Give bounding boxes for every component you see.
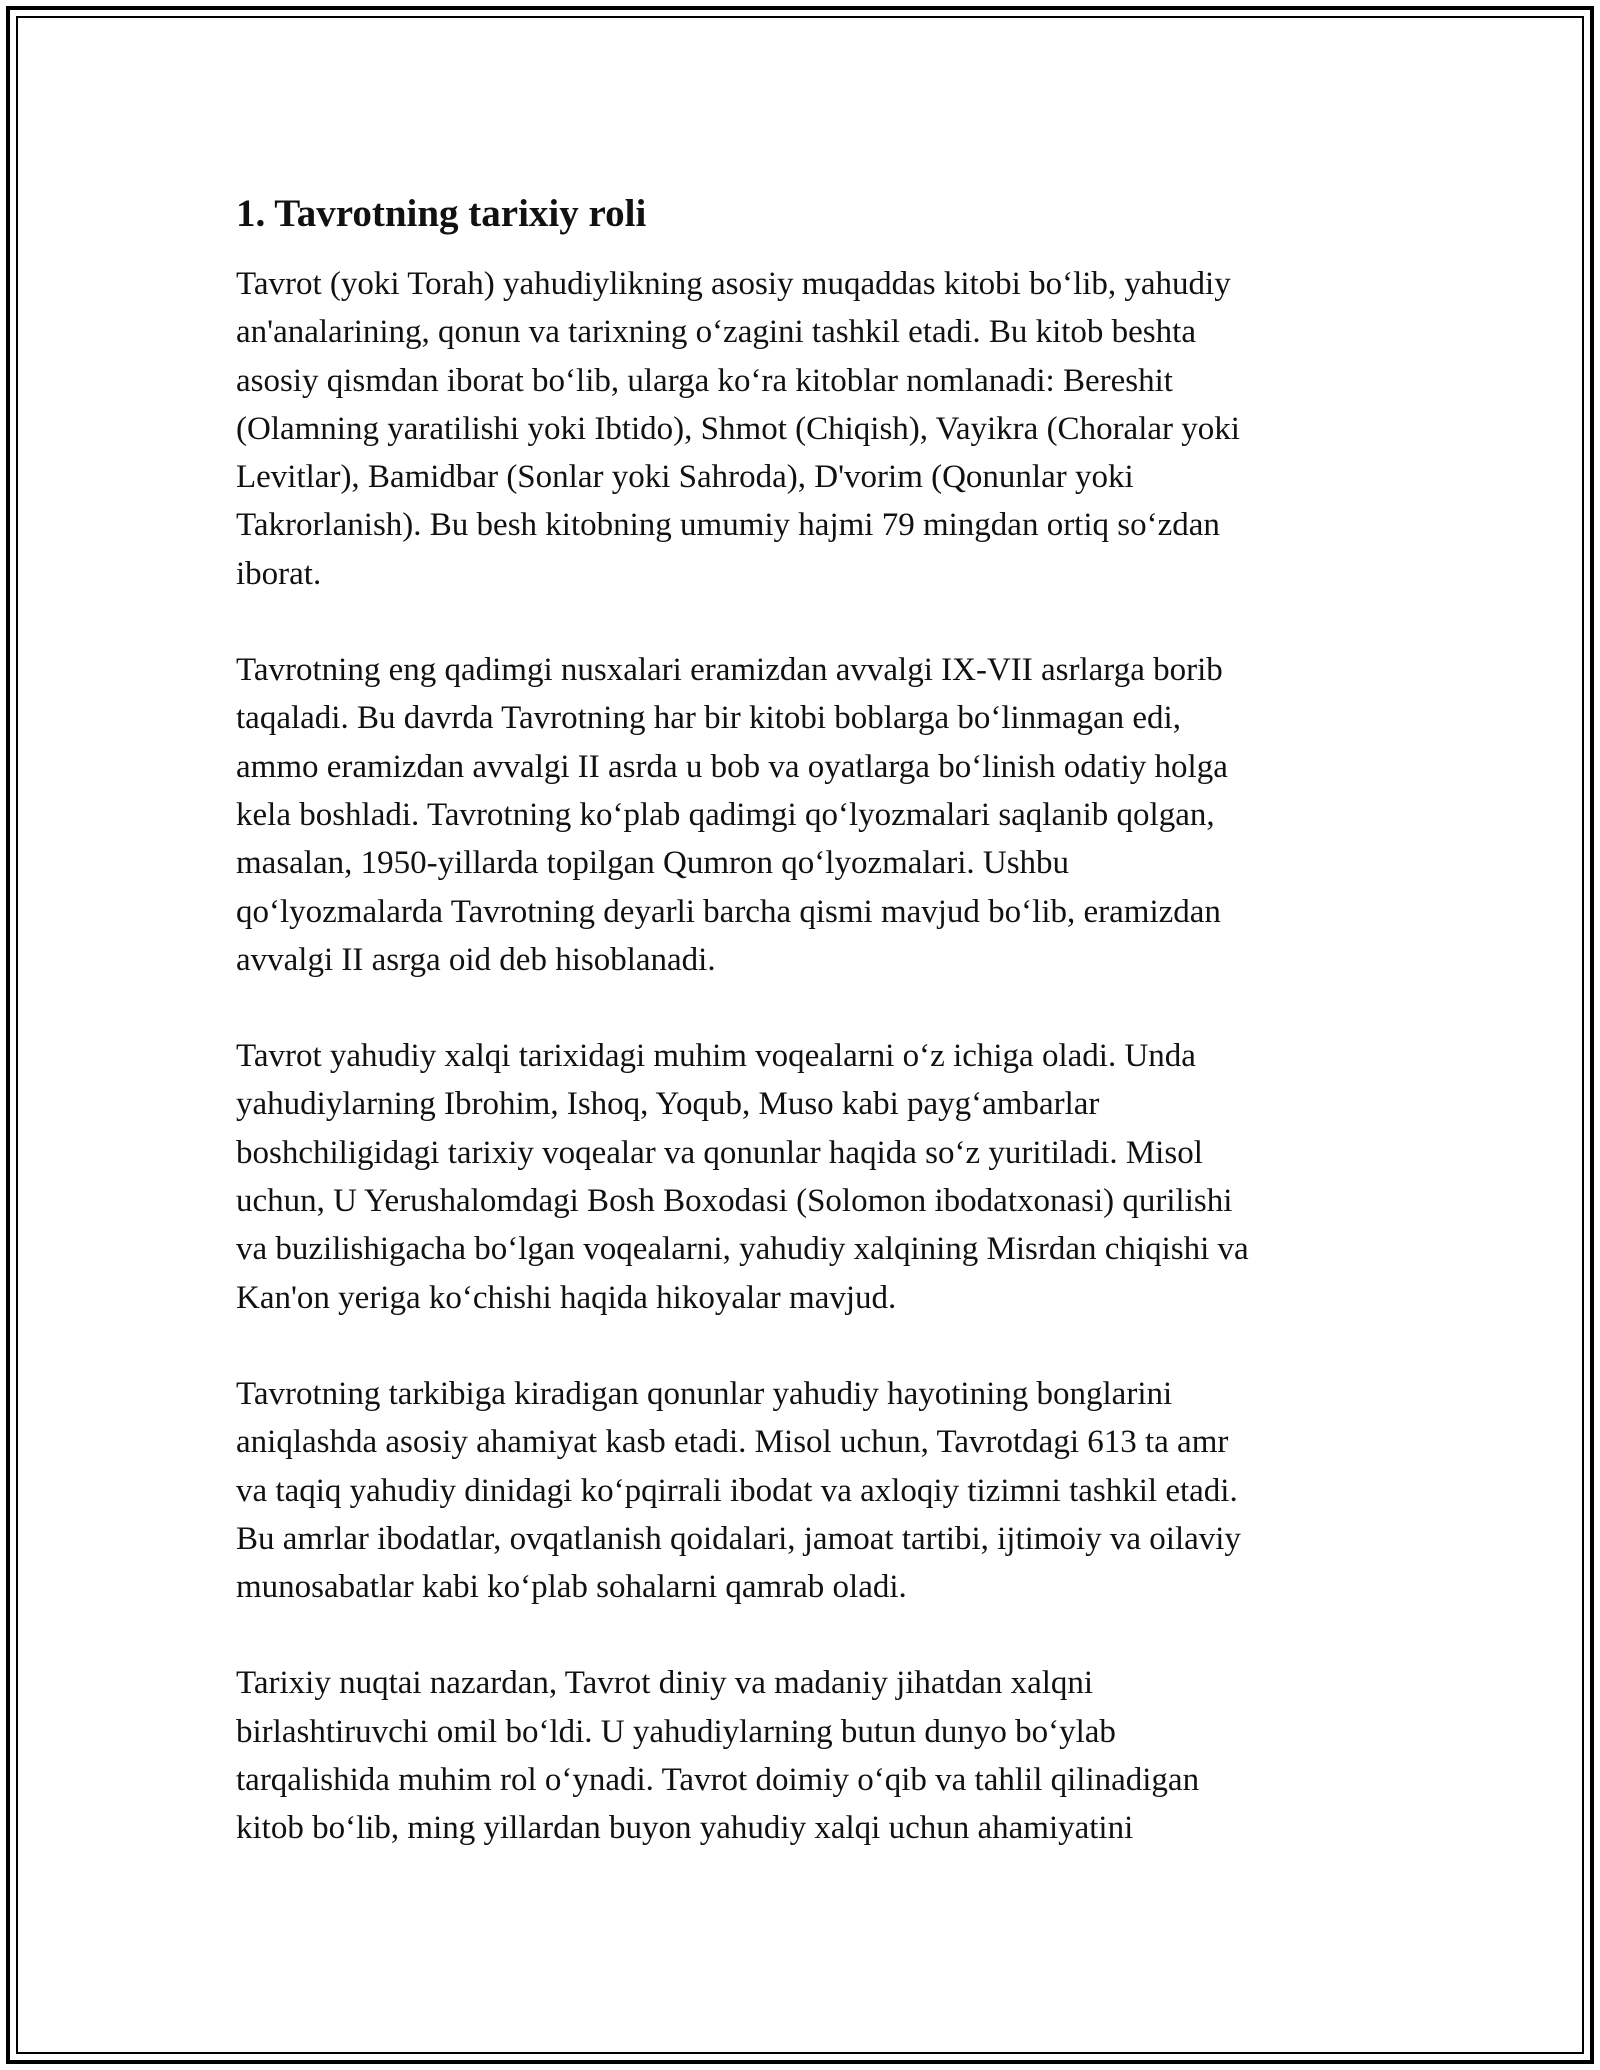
- text-line: iborat.: [236, 555, 322, 592]
- text-line: kitob bo‘lib, ming yillardan buyon yahudiy xalqi uchun ahamiyatini: [236, 1810, 1134, 1847]
- text-line: Tavrot (yoki Torah) yahudiylikning asosiy muqaddas kitobi bo‘lib, yahudiy: [236, 266, 1231, 302]
- text-line: Levitlar), Bamidbar (Sonlar yoki Sahroda), D'vorim (Qonunlar yoki: [236, 459, 1134, 496]
- paragraph: [236, 1659, 1376, 1852]
- paragraph: [236, 1370, 1376, 1611]
- text-line: Bu amrlar ibodatlar, ovqatlanish qoidalari, jamoat tartibi, ijtimoiy va oilaviy: [236, 1520, 1241, 1557]
- text-line: Kan'on yeriga ko‘chishi haqida hikoyalar mavjud.: [236, 1279, 897, 1316]
- text-line: Tavrotning tarkibiga kiradigan qonunlar yahudiy hayotining bonglarini: [236, 1375, 1173, 1412]
- text-line: uchun, U Yerushalomdagi Bosh Boxodasi (Solomon ibodatxonasi) qurilishi: [236, 1183, 1233, 1220]
- text-line: va taqiq yahudiy dinidagi ko‘pqirrali ibodat va axloqiy tizimni tashkil etadi.: [236, 1472, 1238, 1509]
- text-line: an'analarining, qonun va tarixning o‘zagini tashkil etadi. Bu kitob beshta: [236, 314, 1196, 351]
- text-line: munosabatlar kabi ko‘plab sohalarni qamrab oladi.: [236, 1569, 907, 1606]
- text-line: (Olamning yaratilishi yoki Ibtido), Shmot (Chiqish), Vayikra (Choralar yoki: [236, 410, 1240, 447]
- text-line: boshchiligidagi tarixiy voqealar va qonunlar haqida so‘z yuritiladi. Misol: [236, 1134, 1203, 1171]
- paragraph: [236, 646, 1376, 984]
- paragraph-list: [236, 260, 1376, 1853]
- document-body: [236, 188, 1376, 1901]
- text-line: tarqalishida muhim rol o‘ynadi. Tavrot doimiy o‘qib va tahlil qilinadigan: [236, 1762, 1200, 1799]
- text-line: va buzilishigacha bo‘lgan voqealarni, yahudiy xalqining Misrdan chiqishi va: [236, 1231, 1249, 1268]
- text-line: Takrorlanish). Bu besh kitobning umumiy hajmi 79 mingdan ortiq so‘zdan: [236, 507, 1220, 544]
- text-line: Tavrotning eng qadimgi nusxalari eramizdan avvalgi IX-VII asrlarga borib: [236, 652, 1223, 689]
- text-line: avvalgi II asrga oid deb hisoblanadi.: [236, 941, 716, 978]
- text-line: Tarixiy nuqtai nazardan, Tavrot diniy va madaniy jihatdan xalqni: [236, 1665, 1094, 1702]
- text-line: ammo eramizdan avvalgi II asrda u bob va oyatlarga bo‘linish odatiy holga: [236, 748, 1228, 785]
- section-heading: 1. Tavrotning tarixiy roli: [236, 192, 647, 235]
- text-line: masalan, 1950-yillarda topilgan Qumron qo‘lyozmalari. Ushbu: [236, 845, 1070, 882]
- text-line: kela boshladi. Tavrotning ko‘plab qadimgi qo‘lyozmalari saqlanib qolgan,: [236, 796, 1215, 833]
- paragraph: [236, 260, 1376, 598]
- text-line: aniqlashda asosiy ahamiyat kasb etadi. Misol uchun, Tavrotdagi 613 ta amr: [236, 1424, 1229, 1461]
- text-line: yahudiylarning Ibrohim, Ishoq, Yoqub, Muso kabi payg‘ambarlar: [236, 1086, 1100, 1123]
- text-line: taqaladi. Bu davrda Tavrotning har bir kitobi boblarga bo‘linmagan edi,: [236, 700, 1181, 737]
- text-line: asosiy qismdan iborat bo‘lib, ularga ko‘ra kitoblar nomlanadi: Bereshit: [236, 362, 1173, 399]
- paragraph: [236, 1032, 1376, 1322]
- text-line: Tavrot yahudiy xalqi tarixidagi muhim voqealarni o‘z ichiga oladi. Unda: [236, 1038, 1196, 1075]
- text-line: qo‘lyozmalarda Tavrotning deyarli barcha qismi mavjud bo‘lib, eramizdan: [236, 893, 1221, 930]
- text-line: birlashtiruvchi omil bo‘ldi. U yahudiylarning butun dunyo bo‘ylab: [236, 1713, 1116, 1750]
